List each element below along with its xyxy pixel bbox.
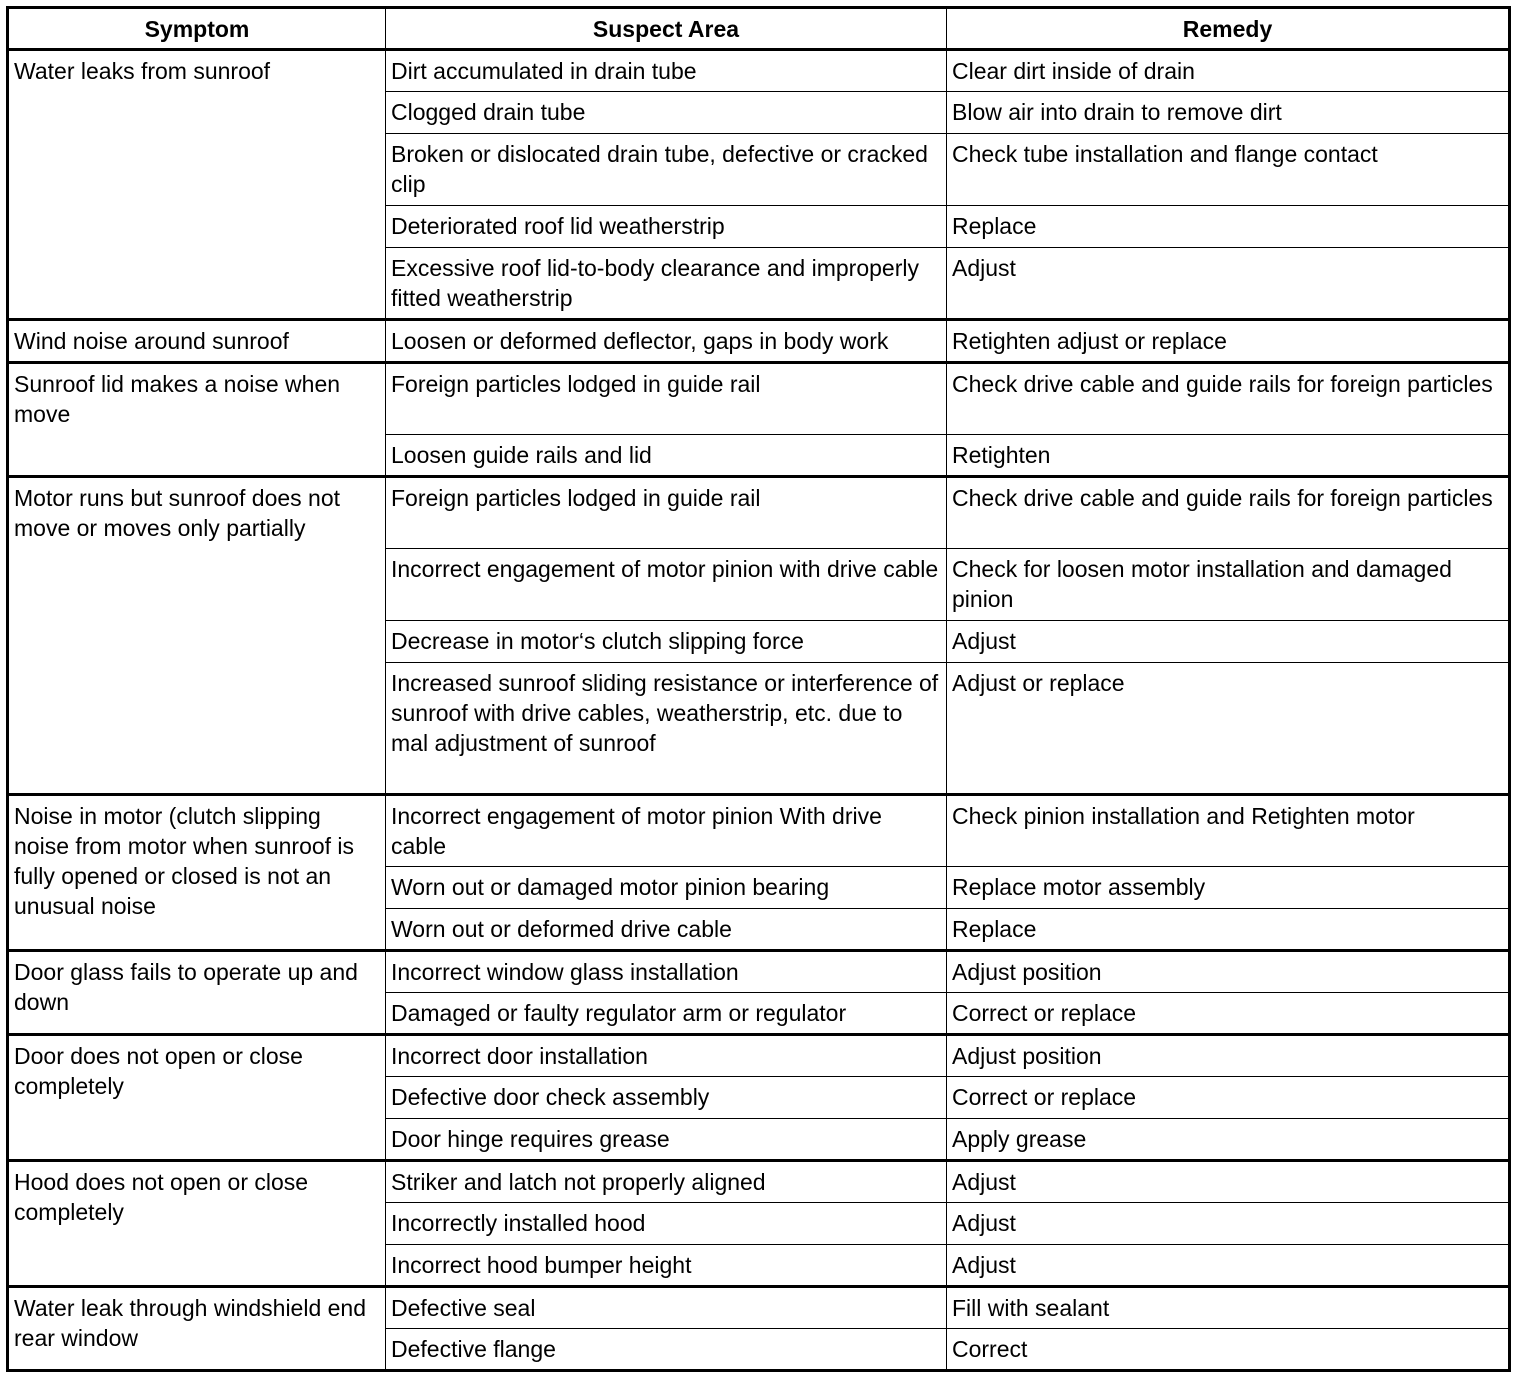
remedy-cell: Adjust <box>947 1203 1510 1245</box>
table-row <box>8 951 1510 993</box>
suspect-area-cell: Incorrect door installation <box>386 1035 947 1077</box>
suspect-area-cell: Clogged drain tube <box>386 92 947 134</box>
suspect-area-cell: Defective flange <box>386 1329 947 1371</box>
suspect-area-cell: Incorrect window glass installation <box>386 951 947 993</box>
symptom-cell: Door does not open or close completely <box>8 1035 386 1161</box>
remedy-cell: Adjust <box>947 621 1510 663</box>
remedy-cell: Apply grease <box>947 1119 1510 1161</box>
remedy-cell: Check for loosen motor installation and damaged pinion <box>947 549 1510 621</box>
suspect-area-cell: Loosen or deformed deflector, gaps in body work <box>386 320 947 363</box>
remedy-cell: Check pinion installation and Retighten motor <box>947 795 1510 867</box>
remedy-cell: Check drive cable and guide rails for foreign particles <box>947 363 1510 435</box>
table-row <box>8 363 1510 435</box>
symptom-cell: Wind noise around sunroof <box>8 320 386 363</box>
symptom-cell: Motor runs but sunroof does not move or moves only partially <box>8 477 386 795</box>
suspect-area-cell: Door hinge requires grease <box>386 1119 947 1161</box>
remedy-cell: Adjust <box>947 248 1510 320</box>
remedy-cell: Adjust <box>947 1161 1510 1203</box>
symptom-cell: Water leaks from sunroof <box>8 50 386 320</box>
suspect-area-cell: Incorrectly installed hood <box>386 1203 947 1245</box>
symptom-cell: Noise in motor (clutch slipping noise from motor when sunroof is fully opened or closed is not an unusual noise <box>8 795 386 951</box>
header-remedy: Remedy <box>947 8 1510 50</box>
suspect-area-cell: Increased sunroof sliding resistance or interference of sunroof with drive cables, weatherstrip, etc. due to mal adjustment of sunroof <box>386 663 947 795</box>
suspect-area-cell: Striker and latch not properly aligned <box>386 1161 947 1203</box>
suspect-area-cell: Defective seal <box>386 1287 947 1329</box>
table-row <box>8 320 1510 363</box>
remedy-cell: Fill with sealant <box>947 1287 1510 1329</box>
suspect-area-cell: Decrease in motor‘s clutch slipping force <box>386 621 947 663</box>
table-row <box>8 1035 1510 1077</box>
remedy-cell: Correct or replace <box>947 993 1510 1035</box>
troubleshooting-table <box>6 6 1511 1372</box>
remedy-cell: Retighten <box>947 435 1510 477</box>
symptom-cell: Door glass fails to operate up and down <box>8 951 386 1035</box>
symptom-cell: Water leak through windshield end rear window <box>8 1287 386 1371</box>
remedy-cell: Clear dirt inside of drain <box>947 50 1510 92</box>
table-row <box>8 1287 1510 1329</box>
remedy-cell: Correct <box>947 1329 1510 1371</box>
suspect-area-cell: Foreign particles lodged in guide rail <box>386 363 947 435</box>
remedy-cell: Adjust position <box>947 1035 1510 1077</box>
suspect-area-cell: Defective door check assembly <box>386 1077 947 1119</box>
suspect-area-cell: Incorrect hood bumper height <box>386 1245 947 1287</box>
remedy-cell: Blow air into drain to remove dirt <box>947 92 1510 134</box>
symptom-cell: Sunroof lid makes a noise when move <box>8 363 386 477</box>
remedy-cell: Check drive cable and guide rails for foreign particles <box>947 477 1510 549</box>
suspect-area-cell: Incorrect engagement of motor pinion With drive cable <box>386 795 947 867</box>
suspect-area-cell: Loosen guide rails and lid <box>386 435 947 477</box>
suspect-area-cell: Damaged or faulty regulator arm or regulator <box>386 993 947 1035</box>
remedy-cell: Replace motor assembly <box>947 867 1510 909</box>
suspect-area-cell: Incorrect engagement of motor pinion with drive cable <box>386 549 947 621</box>
symptom-cell: Hood does not open or close completely <box>8 1161 386 1287</box>
table-row <box>8 477 1510 549</box>
header-symptom: Symptom <box>8 8 386 50</box>
remedy-cell: Replace <box>947 206 1510 248</box>
suspect-area-cell: Excessive roof lid-to-body clearance and improperly fitted weatherstrip <box>386 248 947 320</box>
suspect-area-cell: Broken or dislocated drain tube, defective or cracked clip <box>386 134 947 206</box>
header-row <box>8 8 1510 50</box>
header-suspect-area: Suspect Area <box>386 8 947 50</box>
remedy-cell: Correct or replace <box>947 1077 1510 1119</box>
suspect-area-cell: Worn out or damaged motor pinion bearing <box>386 867 947 909</box>
remedy-cell: Retighten adjust or replace <box>947 320 1510 363</box>
table-row <box>8 795 1510 867</box>
remedy-cell: Replace <box>947 909 1510 951</box>
table-row <box>8 1161 1510 1203</box>
remedy-cell: Adjust position <box>947 951 1510 993</box>
suspect-area-cell: Foreign particles lodged in guide rail <box>386 477 947 549</box>
suspect-area-cell: Worn out or deformed drive cable <box>386 909 947 951</box>
remedy-cell: Adjust <box>947 1245 1510 1287</box>
remedy-cell: Adjust or replace <box>947 663 1510 795</box>
table-row <box>8 50 1510 92</box>
suspect-area-cell: Deteriorated roof lid weatherstrip <box>386 206 947 248</box>
remedy-cell: Check tube installation and flange contact <box>947 134 1510 206</box>
suspect-area-cell: Dirt accumulated in drain tube <box>386 50 947 92</box>
